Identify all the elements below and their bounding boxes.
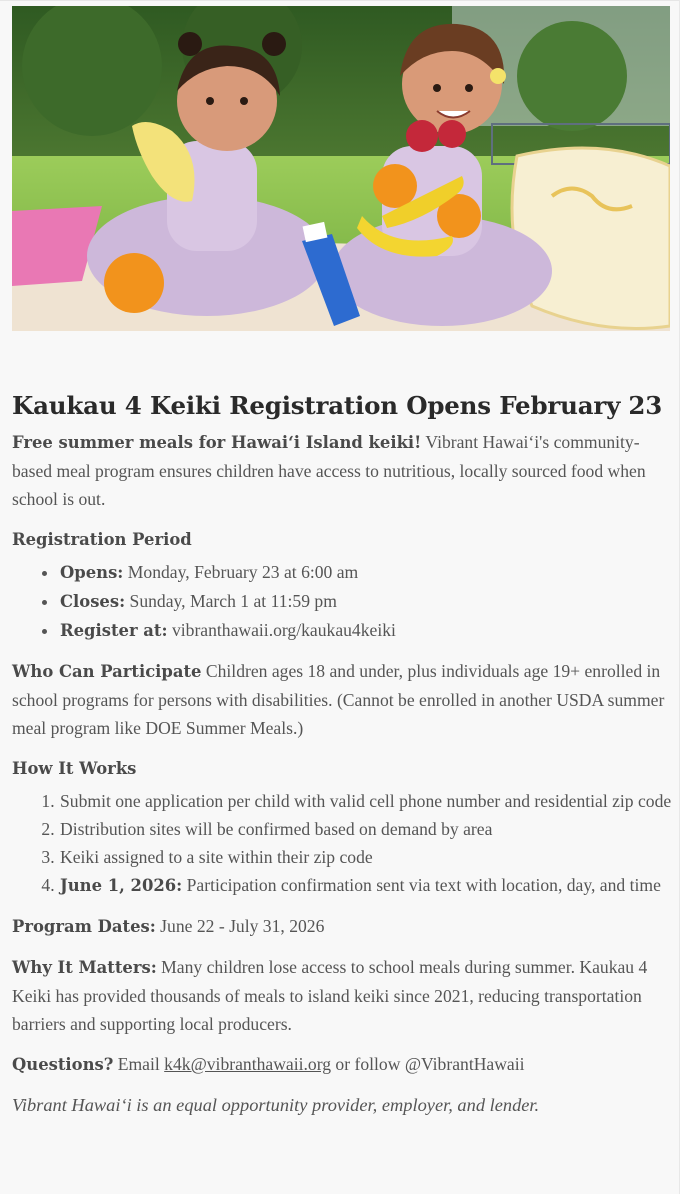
list-item: 2. Distribution sites will be confirmed based on demand by area (59, 815, 672, 843)
intro-paragraph (12, 428, 672, 513)
list-item: 1. Submit one application per child with valid cell phone number and residential zip code (59, 787, 672, 815)
who-paragraph: Who Can Participate Children ages 18 and under, plus individuals age 19+ enrolled in school programs for persons with disabilities. (Cannot be enrolled in another USDA summer meal program like DOE Summer Meals.) (12, 660, 665, 738)
why-paragraph: Why It Matters: Many children lose access to school meals during summer. Kaukau 4 Keiki has provided thousands of meals to island keiki since 2021, reducing transportation barriers and supporting local producers. (12, 956, 648, 1034)
questions-paragraph: Questions? Email k4k@vibranthawaii.org or follow @VibrantHawaii (12, 1053, 525, 1074)
list-item: • Opens: Monday, February 23 at 6:00 am (59, 558, 672, 587)
list-item: 4. June 1, 2026: Participation confirmation sent via text with location, day, and time (59, 871, 672, 900)
registration-heading: Registration Period (12, 529, 192, 549)
hero-illustration (12, 6, 670, 331)
registration-list (12, 558, 672, 645)
how-heading: How It Works (12, 758, 137, 778)
email-link[interactable]: k4k@vibranthawaii.org (164, 1053, 332, 1074)
intro-lead: Free summer meals for Hawaiʻi Island keiki! (12, 432, 422, 452)
pillow (512, 148, 670, 329)
how-list (12, 787, 672, 900)
orange (104, 253, 164, 313)
list-item: 3. Keiki assigned to a site within their zip code (59, 843, 672, 871)
top-border (0, 0, 680, 1)
hero-image (12, 6, 670, 331)
dates-paragraph: Program Dates: June 22 - July 31, 2026 (12, 915, 325, 936)
list-item: • Closes: Sunday, March 1 at 11:59 pm (59, 587, 672, 616)
article-title: Kaukau 4 Keiki Registration Opens February 23 (12, 391, 663, 420)
intro-text: Vibrant Hawaiʻi's community-based meal program ensures children have access to nutritious, locally sourced food when school is out. (12, 431, 646, 509)
footer-note: Vibrant Hawaiʻi is an equal opportunity provider, employer, and lender. (12, 1094, 540, 1115)
article (12, 390, 672, 1119)
list-item: • Register at: vibranthawaii.org/kaukau4keiki (59, 616, 672, 645)
